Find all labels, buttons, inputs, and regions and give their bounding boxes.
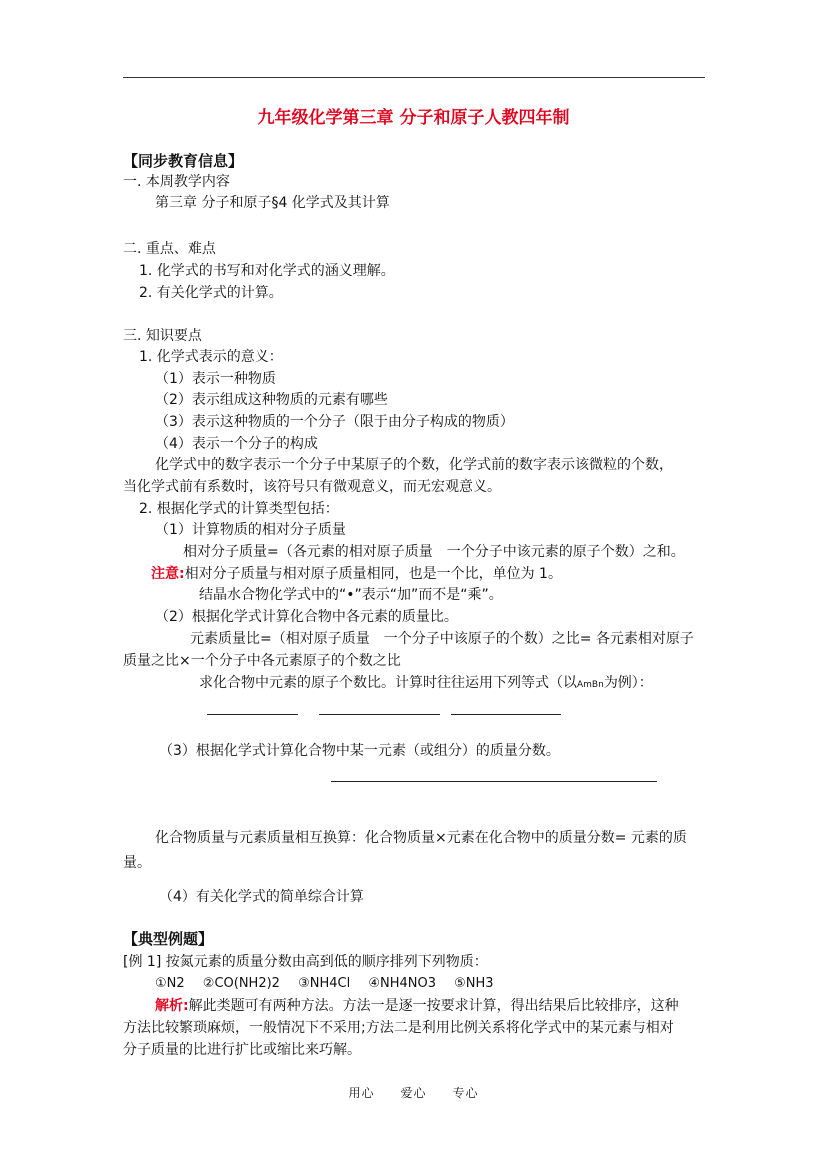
note-text: 相对分子质量与相对原子质量相同，也是一个比，单位为 1。 [184,566,562,582]
example-1-options [155,974,494,994]
header-rule [123,77,705,78]
option-3: ③NH4Cl [298,976,351,991]
blank-line-4 [331,781,657,782]
analysis-label: 解析: [155,998,189,1014]
page-footer: 用心 爱心 专心 [348,1086,479,1100]
analysis-line-2: 方法比较繁琐麻烦，一般情况下不采用;方法二是利用比例关系将化学式中的某元素与相对 [123,1020,674,1036]
example-1-question: [例 1] 按氮元素的质量分数由高到低的顺序排列下列物质： [123,954,488,970]
calc-2-line-3-post: 为例）： [603,675,653,691]
examples-heading: 【典型例题】 [123,930,214,948]
page-title: 九年级化学第三章 分子和原子人教四年制 [257,108,570,128]
blank-line-1 [207,714,298,715]
analysis-line-1 [155,996,679,1016]
point-1-item-3: （3）表示这种物质的一个分子（限于由分子构成的物质） [155,414,514,430]
option-5: ⑤NH3 [454,976,494,991]
point-2-title: 2. 根据化学式的计算类型包括： [139,501,339,517]
sync-info-heading: 【同步教育信息】 [123,152,244,170]
calc-2-line-1: 元素质量比=（相对原子质量 一个分子中该原子的个数）之比= 各元素相对原子 [190,631,694,647]
blank-line-2 [319,714,440,715]
calc-3-title: （3）根据化学式计算化合物中某一元素（或组分）的质量分数。 [159,743,560,759]
note-line [151,564,562,584]
calc-2-line-3-pre: 求化合物中元素的原子个数比。计算时往往运用下列等式（以 [199,675,577,691]
point-1-paragraph-line-1: 化学式中的数字表示一个分子中某原子的个数，化学式前的数字表示该微粒的个数， [155,457,673,473]
point-1-item-2: （2）表示组成这种物质的元素有哪些 [155,392,388,408]
blank-line-3 [451,714,561,715]
calc-1-formula: 相对分子质量=（各元素的相对原子质量 一个分子中该元素的原子个数）之和。 [183,544,685,560]
calc-2-line-2: 质量之比×一个分子中各元素原子的个数之比 [123,653,401,669]
analysis-text-1: 解此类题可有两种方法。方法一是逐一按要求计算，得出结果后比较排序，这种 [188,998,679,1014]
section-1-content: 第三章 分子和原子§4 化学式及其计算 [155,195,390,211]
section-2-item-2: 2. 有关化学式的计算。 [139,285,283,301]
analysis-line-3: 分子质量的比进行扩比或缩比来巧解。 [123,1042,361,1058]
section-2-heading: 二. 重点、难点 [123,241,216,257]
conversion-line-1: 化合物质量与元素质量相互换算：化合物质量×元素在化合物中的质量分数= 元素的质 [155,830,687,846]
crystal-water-note: 结晶水合物化学式中的“•”表示“加”而不是“乘”。 [199,587,503,603]
section-2-item-1: 1. 化学式的书写和对化学式的涵义理解。 [139,263,395,279]
conversion-line-2: 量。 [123,855,151,871]
calc-1-title: （1）计算物质的相对分子质量 [155,522,346,538]
calc-2-formula-ambn: AmBn [577,680,604,690]
option-4: ④NH4NO3 [368,976,437,991]
calc-4-title: （4）有关化学式的简单综合计算 [159,889,364,905]
section-1-heading: 一. 本周教学内容 [123,174,230,190]
option-2: ②CO(NH2)2 [202,976,280,991]
point-1-item-4: （4）表示一个分子的构成 [155,436,318,452]
option-1: ①N2 [155,976,185,991]
calc-2-title: （2）根据化学式计算化合物中各元素的质量比。 [155,609,458,625]
point-1-title: 1. 化学式表示的意义： [139,349,283,365]
point-1-paragraph-line-2: 当化学式前有系数时，该符号只有微观意义，而无宏观意义。 [123,479,501,495]
point-1-item-1: （1）表示一种物质 [155,371,276,387]
calc-2-line-3 [199,673,653,695]
note-label: 注意: [151,566,185,582]
section-3-heading: 三. 知识要点 [123,328,202,344]
